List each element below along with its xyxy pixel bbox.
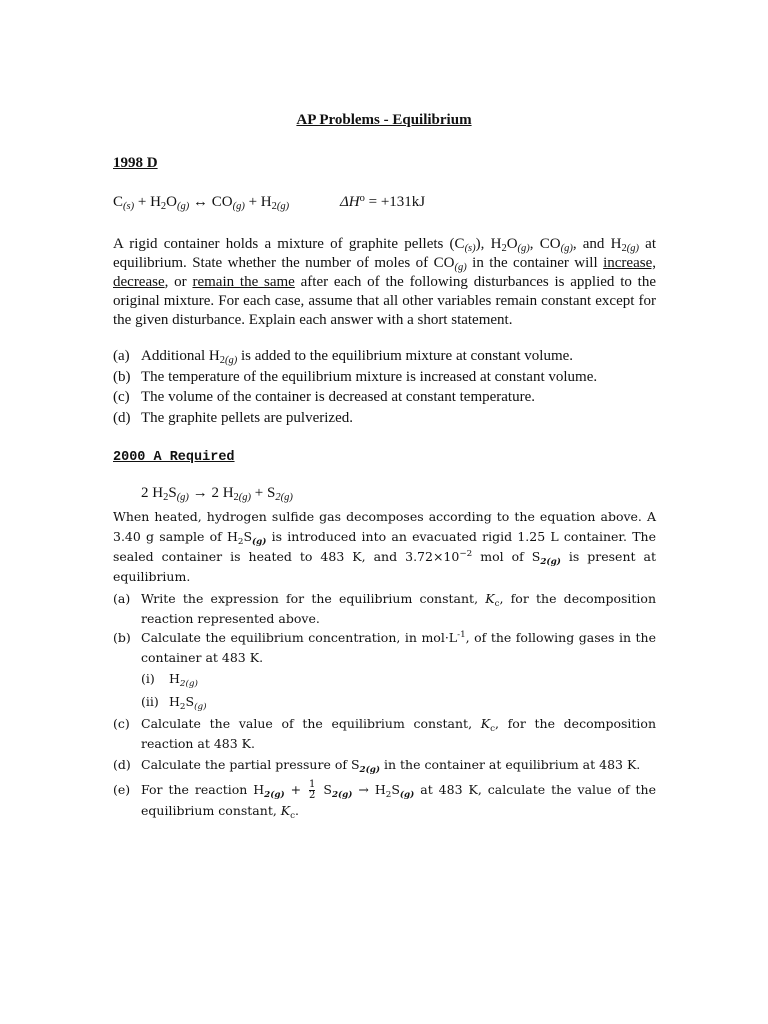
question-list-1998 bbox=[113, 346, 656, 428]
list-item: (c) The volume of the container is decreased at constant temperature. bbox=[113, 389, 535, 405]
list-item: (d) The graphite pellets are pulverized. bbox=[113, 409, 353, 426]
enthalpy-change: $\Delta H^o = +131kJ$ bbox=[340, 193, 426, 210]
question-list-2000 bbox=[113, 589, 656, 820]
page-title: AP Problems - Equilibrium bbox=[296, 112, 472, 128]
list-item: (b) Calculate the equilibrium concentration, in $mol\cdot L^{-1}$, of the following gases in the container at 483 K. bbox=[113, 630, 657, 665]
list-item: (e) For the reaction $H_{2(g)}$ + $\frac{1}{2}$ $S_{2(g)} \to H_2S_{(g)}$ at 483 K, calculate the value of the equilibrium constant, $K_c$. bbox=[113, 778, 656, 821]
equation-2000: 2 $H_2S_{(g)} \to 2$ $H_{2(g)} + S_{2(g)}$ bbox=[141, 485, 293, 503]
equation-1998: $C_{(s)} + H_2O_{(g)}$ ↔ $CO_{(g)} + H_{2(g)}$ bbox=[113, 194, 290, 212]
fraction-one-half: $\frac{1}{2}$ bbox=[309, 778, 316, 801]
list-item: (c) Calculate the value of the equilibrium constant, $K_c$, for the decomposition reaction at 483 K. bbox=[113, 716, 656, 751]
list-item: (a) Additional $H_{2(g)}$ is added to the equilibrium mixture at constant volume. bbox=[113, 348, 574, 366]
list-item: (d) Calculate the partial pressure of $S_{2(g)}$ in the container at equilibrium at 483 K. bbox=[113, 757, 641, 775]
list-subitem: (i) $H_{2(g)}$ bbox=[141, 671, 198, 689]
problem-2000-text: When heated, hydrogen sulfide gas decomposes according to the equation above. A 3.40 g sample of $H_2S_{(g)}$ is introduced into an evacuated rigid 1.25 L container. The sealed container is heated to 483 K, and $3.72\times 10^{-2}$ mol of $S_{2(g)}$ is present at equilibrium. bbox=[113, 509, 656, 584]
problem-1998-text: A rigid container holds a mixture of graphite pellets $(C_{(s)})$, $H_2O_{(g)}$, $CO_{(g)}$, and $H_{2(g)}$ at equilibrium. State whether the number of moles of $CO_{(g)}$ in the container will increase, decrease, or remain the same after each of the following disturbances is applied to the original mixture. For each case, assume that all other variables remain constant except for the given disturbance. Explain each answer with a short statement. bbox=[113, 236, 657, 328]
section-heading-2000: 2000 A Required bbox=[113, 450, 235, 465]
section-heading-1998: 1998 D bbox=[113, 155, 158, 171]
list-subitem: (ii) $H_2S_{(g)}$ bbox=[141, 693, 207, 712]
list-item: (a) Write the expression for the equilibrium constant, $K_c$, for the decomposition reaction represented above. bbox=[113, 591, 657, 626]
list-item: (b) The temperature of the equilibrium mixture is increased at constant volume. bbox=[113, 368, 598, 385]
